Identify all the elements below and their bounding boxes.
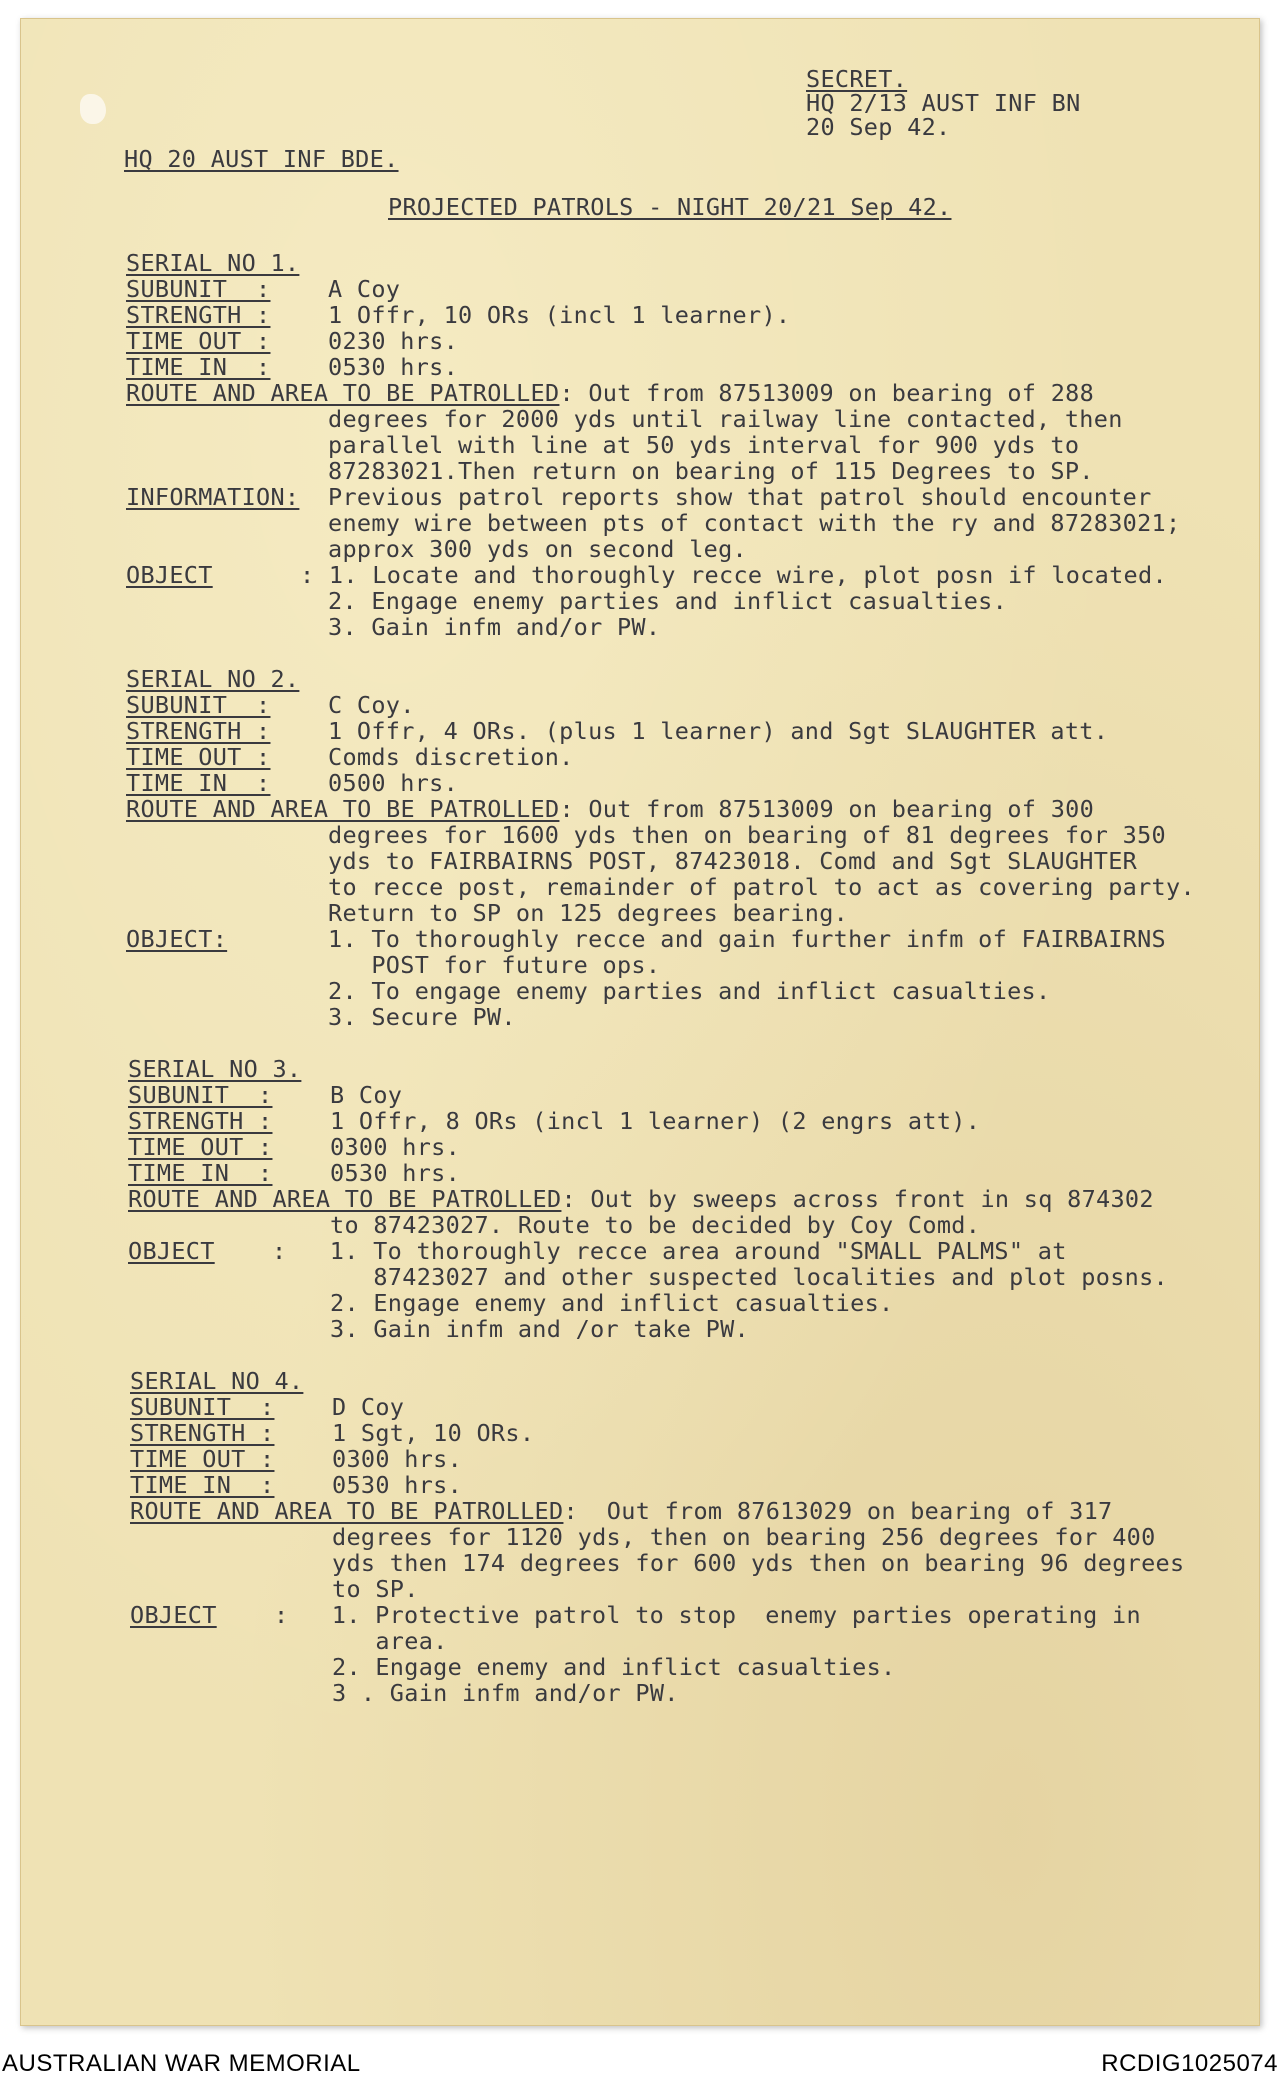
- addressee: HQ 20 AUST INF BDE.: [124, 145, 399, 173]
- document-title: PROJECTED PATROLS - NIGHT 20/21 Sep 42.: [388, 193, 952, 221]
- serial-3-route-line: [128, 1186, 1154, 1212]
- serial-3-object-4: 3. Gain infm and /or take PW.: [330, 1315, 749, 1343]
- serial-2-object-label: OBJECT:: [126, 925, 228, 953]
- serial-2-object-2: POST for future ops.: [328, 951, 661, 979]
- serial-2-route-3: yds to FAIRBAIRNS POST, 87423018. Comd and Sgt SLAUGHTER: [328, 847, 1138, 875]
- serial-2-route-first: : Out from 87513009 on bearing of 300: [559, 795, 1095, 823]
- serial-2-object-3: 2. To engage enemy parties and inflict casualties.: [328, 977, 1051, 1005]
- serial-1-object-3: 3. Gain infm and/or PW.: [328, 613, 661, 641]
- serial-2-strength-label: STRENGTH :: [126, 717, 271, 745]
- originating-unit: HQ 2/13 AUST INF BN: [806, 89, 1081, 117]
- serial-3-time-in: 0530 hrs.: [330, 1159, 461, 1187]
- serial-2-time-out-label: TIME OUT :: [126, 743, 271, 771]
- serial-1-information-2: enemy wire between pts of contact with the ry and 87283021;: [328, 509, 1181, 537]
- serial-1-information-3: approx 300 yds on second leg.: [328, 535, 747, 563]
- serial-2-subunit-label: SUBUNIT :: [126, 691, 271, 719]
- serial-2-title: SERIAL NO 2.: [126, 665, 300, 693]
- classification-label: SECRET.: [806, 65, 908, 93]
- serial-4-route-label: ROUTE AND AREA TO BE PATROLLED: [130, 1497, 564, 1525]
- serial-2-route-line: [126, 796, 1094, 822]
- serial-3-strength-label: STRENGTH :: [128, 1107, 273, 1135]
- serial-2-route-4: to recce post, remainder of patrol to act as covering party.: [328, 873, 1195, 901]
- serial-3-route-2: to 87423027. Route to be decided by Coy Comd.: [330, 1211, 981, 1239]
- serial-1-object-2: 2. Engage enemy parties and inflict casualties.: [328, 587, 1008, 615]
- serial-2-route-label: ROUTE AND AREA TO BE PATROLLED: [126, 795, 560, 823]
- serial-1-route-line: [126, 380, 1094, 406]
- serial-1-subunit: A Coy: [328, 275, 401, 303]
- serial-4-object-label: OBJECT: [130, 1601, 217, 1629]
- serial-4-object-3: 2. Engage enemy and inflict casualties.: [332, 1653, 896, 1681]
- serial-3-strength: 1 Offr, 8 ORs (incl 1 learner) (2 engrs att).: [330, 1107, 981, 1135]
- serial-4-time-out: 0300 hrs.: [332, 1445, 463, 1473]
- archive-credit: AUSTRALIAN WAR MEMORIAL: [2, 2050, 361, 2077]
- serial-4-route-line: [130, 1498, 1112, 1524]
- document-sheet: [20, 18, 1260, 2026]
- serial-4-time-in-label: TIME IN :: [130, 1471, 275, 1499]
- serial-4-strength: 1 Sgt, 10 ORs.: [332, 1419, 535, 1447]
- serial-2-time-in-label: TIME IN :: [126, 769, 271, 797]
- serial-3-time-out: 0300 hrs.: [330, 1133, 461, 1161]
- serial-1-object-1: : 1. Locate and thoroughly recce wire, plot posn if located.: [300, 561, 1167, 589]
- serial-4-subunit: D Coy: [332, 1393, 405, 1421]
- serial-2-time-in: 0500 hrs.: [328, 769, 459, 797]
- serial-1-strength: 1 Offr, 10 ORs (incl 1 learner).: [328, 301, 791, 329]
- archive-reference: RCDIG1025074: [1101, 2050, 1278, 2077]
- serial-3-object-3: 2. Engage enemy and inflict casualties.: [330, 1289, 894, 1317]
- serial-2-route-2: degrees for 1600 yds then on bearing of 81 degrees for 350: [328, 821, 1166, 849]
- serial-4-route-4: to SP.: [332, 1575, 419, 1603]
- serial-2-strength: 1 Offr, 4 ORs. (plus 1 learner) and Sgt SLAUGHTER att.: [328, 717, 1109, 745]
- serial-3-route-label: ROUTE AND AREA TO BE PATROLLED: [128, 1185, 562, 1213]
- serial-1-time-in-label: TIME IN :: [126, 353, 271, 381]
- serial-4-object-2: area.: [332, 1627, 448, 1655]
- serial-1-time-out-label: TIME OUT :: [126, 327, 271, 355]
- serial-3-route-first: : Out by sweeps across front in sq 874302: [561, 1185, 1154, 1213]
- serial-2-object-1: 1. To thoroughly recce and gain further infm of FAIRBAIRNS: [328, 925, 1166, 953]
- serial-1-route-4: 87283021.Then return on bearing of 115 Degrees to SP.: [328, 457, 1094, 485]
- serial-1-route-first: : Out from 87513009 on bearing of 288: [559, 379, 1095, 407]
- serial-1-route-3: parallel with line at 50 yds interval for 900 yds to: [328, 431, 1080, 459]
- serial-4-route-first: : Out from 87613029 on bearing of 317: [563, 1497, 1113, 1525]
- serial-3-subunit: B Coy: [330, 1081, 403, 1109]
- serial-1-route-2: degrees for 2000 yds until railway line contacted, then: [328, 405, 1123, 433]
- serial-1-time-in: 0530 hrs.: [328, 353, 459, 381]
- serial-4-route-2: degrees for 1120 yds, then on bearing 256 degrees for 400: [332, 1523, 1156, 1551]
- serial-2-time-out: Comds discretion.: [328, 743, 574, 771]
- serial-4-object-4: 3 . Gain infm and/or PW.: [332, 1679, 679, 1707]
- serial-1-subunit-label: SUBUNIT :: [126, 275, 271, 303]
- serial-4-time-in: 0530 hrs.: [332, 1471, 463, 1499]
- serial-1-object-label: OBJECT: [126, 561, 213, 589]
- serial-1-route-label: ROUTE AND AREA TO BE PATROLLED: [126, 379, 560, 407]
- serial-4-route-3: yds then 174 degrees for 600 yds then on bearing 96 degrees: [332, 1549, 1185, 1577]
- serial-1-time-out: 0230 hrs.: [328, 327, 459, 355]
- serial-1-information-label: INFORMATION:: [126, 483, 300, 511]
- serial-3-subunit-label: SUBUNIT :: [128, 1081, 273, 1109]
- serial-4-title: SERIAL NO 4.: [130, 1367, 304, 1395]
- serial-2-subunit: C Coy.: [328, 691, 415, 719]
- paper-tear-mark: [80, 94, 106, 124]
- serial-3-time-out-label: TIME OUT :: [128, 1133, 273, 1161]
- serial-1-strength-label: STRENGTH :: [126, 301, 271, 329]
- document-date: 20 Sep 42.: [806, 113, 951, 141]
- serial-2-route-5: Return to SP on 125 degrees bearing.: [328, 899, 849, 927]
- serial-3-title: SERIAL NO 3.: [128, 1055, 302, 1083]
- serial-1-title: SERIAL NO 1.: [126, 249, 300, 277]
- serial-4-time-out-label: TIME OUT :: [130, 1445, 275, 1473]
- serial-3-object-2: 87423027 and other suspected localities and plot posns.: [330, 1263, 1168, 1291]
- serial-4-subunit-label: SUBUNIT :: [130, 1393, 275, 1421]
- serial-1-information-1: Previous patrol reports show that patrol should encounter: [328, 483, 1152, 511]
- serial-2-object-4: 3. Secure PW.: [328, 1003, 516, 1031]
- serial-3-object-label: OBJECT: [128, 1237, 215, 1265]
- serial-3-object-1: : 1. To thoroughly recce area around "SMALL PALMS" at: [272, 1237, 1067, 1265]
- serial-3-time-in-label: TIME IN :: [128, 1159, 273, 1187]
- serial-4-object-1: : 1. Protective patrol to stop enemy parties operating in: [274, 1601, 1141, 1629]
- serial-4-strength-label: STRENGTH :: [130, 1419, 275, 1447]
